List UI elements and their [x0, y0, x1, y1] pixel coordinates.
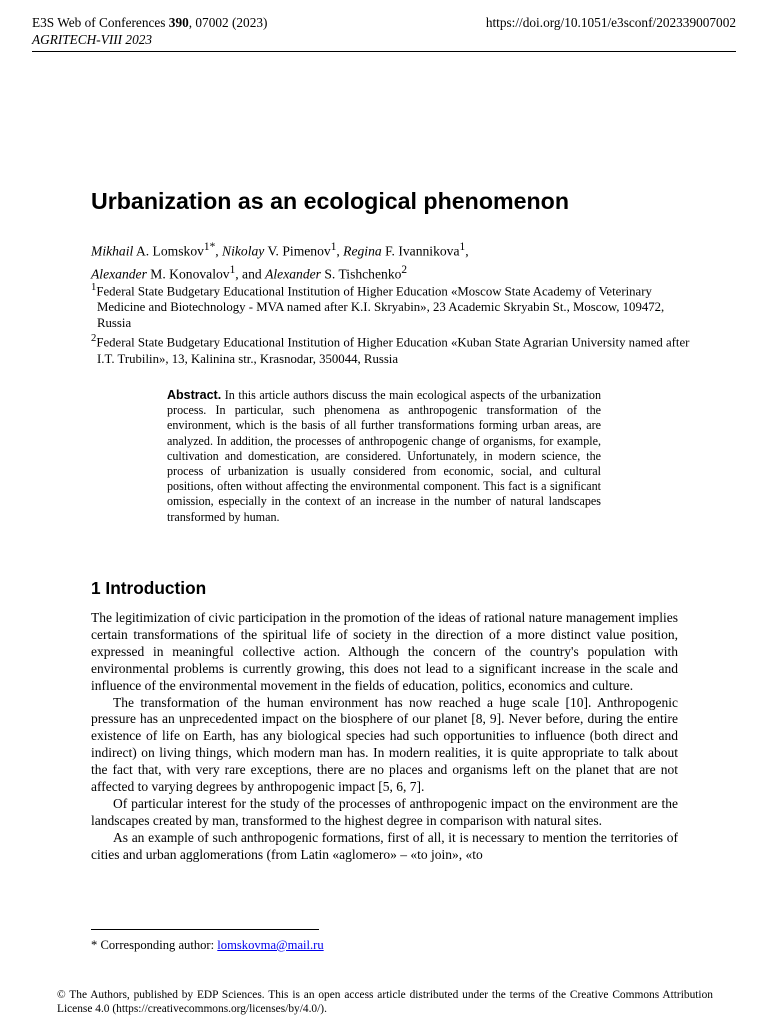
abstract: [167, 388, 601, 525]
author-affiliation-mark: 1*: [203, 241, 216, 253]
affiliation-text: Federal State Budgetary Educational Institution of Higher Education «Moscow State Academy of Veterinary Medicine and Biotechnology - MVA named after K.I. Skryabin», 23 Academic Skryabin St., Moscow, 109472, Russia: [96, 284, 665, 331]
affiliation-item: [91, 280, 691, 331]
journal-line: [32, 14, 267, 31]
footnote-divider: [91, 929, 319, 930]
author-first-name: Mikhail: [91, 243, 134, 259]
author-last-name: A. Lomskov: [133, 243, 204, 259]
author-first-name: Regina: [343, 243, 382, 259]
affiliation-list: [91, 280, 691, 367]
abstract-label: Abstract.: [167, 388, 222, 402]
author-separator: ,: [336, 243, 344, 259]
conference-name: AGRITECH-VIII 2023: [32, 32, 153, 47]
body-paragraph: The transformation of the human environment has now reached a huge scale [10]. Anthropogenic pressure has an unprecedented impact on the biosphere of our planet [8, 9]. Never before, during the entire existence of life on Earth, has any biological species had such opportunities to influence (both direct and indirect) on living things, which modern man has. In modern realities, it is quite appropriate to talk about the fact that, with very rare exceptions, there are no places and organisms left on the planet that are not affected to varying degrees by anthropogenic impact [5, 6, 7].: [91, 694, 678, 795]
affiliation-item: [91, 331, 691, 366]
footnote-label: * Corresponding author:: [91, 938, 218, 952]
author-last-name: S. Tishchenko: [320, 266, 402, 282]
author-affiliation-mark: 1: [459, 241, 466, 253]
author-separator: , and: [235, 266, 266, 282]
affiliation-mark: 1: [91, 282, 97, 293]
body-paragraph: The legitimization of civic participation in the promotion of the ideas of rational nature management implies certain transformations of the spiritual life of society in the direction of a more distinct value position, expressed in meaningful collective action. Although the concern of the country's population with environmental problems is currently growing, this does not lead to a significant increase in the scale and influence of the environmental movement in the fields of education, politics, economics and culture.: [91, 610, 678, 693]
section-heading: 1 Introduction: [91, 578, 207, 598]
author-last-name: M. Konovalov: [146, 266, 230, 282]
author-last-name: V. Pimenov: [264, 243, 331, 259]
journal-volume: 390: [168, 15, 189, 30]
section-body: [91, 610, 678, 864]
running-header-left: [32, 14, 267, 48]
paper-title: Urbanization as an ecological phenomenon: [91, 188, 569, 214]
body-paragraph: Of particular interest for the study of the processes of anthropogenic impact on the environment are the landscapes created by man, transformed to the highest degree in comparison with natural sites.: [91, 795, 678, 828]
author-affiliation-mark: 1: [229, 263, 236, 276]
author-first-name: Nikolay: [222, 243, 265, 259]
author-list: [91, 238, 691, 283]
affiliation-mark: 2: [91, 333, 97, 345]
journal-name: E3S Web of Conferences: [32, 15, 169, 30]
author-last-name: F. Ivannikova: [381, 243, 460, 259]
header-divider: [32, 51, 736, 52]
body-paragraph: As an example of such anthropogenic formations, first of all, it is necessary to mention the territories of cities and urban agglomerations (from Latin «aglomero» – «to join», «to: [91, 829, 678, 862]
author-first-name: Alexander: [91, 266, 147, 282]
author-affiliation-mark: 1: [330, 241, 337, 253]
footnote: [91, 937, 324, 953]
doi-link[interactable]: https://doi.org/10.1051/e3sconf/202339007002: [485, 15, 736, 30]
license-notice: © The Authors, published by EDP Sciences. This is an open access article distributed under the terms of the Creative Commons Attribution License 4.0 (https://creativecommons.org/licenses/by/4.0/).: [57, 989, 713, 1015]
affiliation-text: Federal State Budgetary Educational Institution of Higher Education «Kuban State Agrarian University named after I.T. Trubilin», 13, Kalinina str., Krasnodar, 350044, Russia: [96, 335, 690, 366]
abstract-text: In this article authors discuss the main ecological aspects of the urbanization process. In particular, such phenomena as anthropogenic transformation of the environment, which is the basis of all further transformations forming urban areas, are analyzed. In addition, the processes of anthropogenic change of organisms, for example, cultivation and domestication, are considered. Unfortunately, in modern science, the process of urbanization is usually considered from economic, social, and cultural positions, often without affecting the environmental component. This fact is a significant omission, especially in the context of an increase in the number of natural landscapes transformed by human.: [167, 388, 601, 524]
author-first-name: Alexander: [265, 266, 321, 282]
author-separator: ,: [215, 243, 223, 259]
article-number: , 07002 (2023): [188, 15, 268, 30]
author-separator: ,: [465, 243, 469, 259]
author-affiliation-mark: 2: [401, 263, 408, 276]
corresponding-email-link[interactable]: lomskovma@mail.ru: [217, 938, 324, 952]
